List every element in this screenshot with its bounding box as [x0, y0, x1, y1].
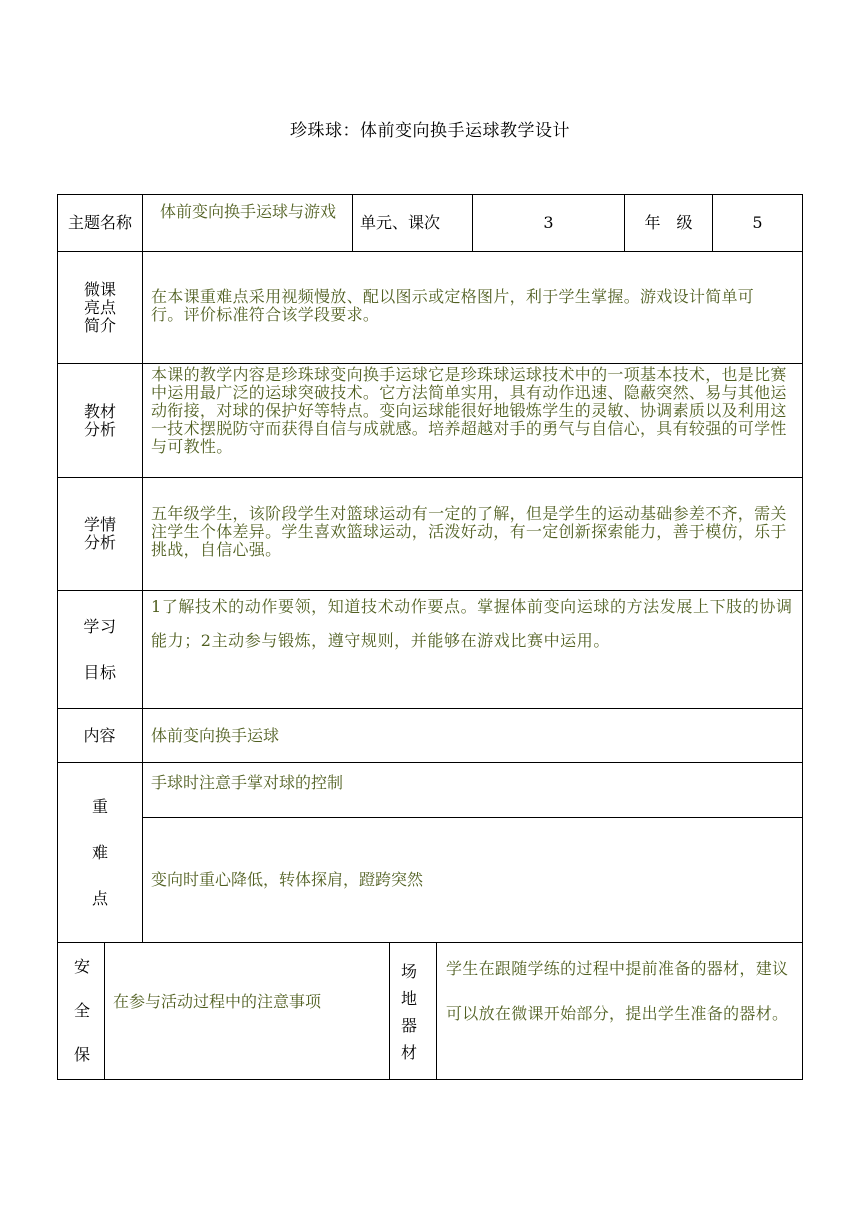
- row-divider: [57, 251, 803, 252]
- safety-text: 在参与活动过程中的注意事项: [113, 992, 322, 1011]
- highlights-label: [79, 252, 121, 363]
- key-points-label: [89, 763, 111, 942]
- material-text: 本课的教学内容是珍珠球变向换手运球它是珍珠球运球技术中的一项基本技术，也是比赛中运用最广泛的运球突破技术。它方法简单实用，具有动作迅速、隐蔽突然、易与其他运动衔接，对球的保护好等特点。变向运球能很好地锻炼学生的灵敏、协调素质以及利用这一技术摆脱防守而获得自信与成就感。培养超越对手的勇气与自信心，具有较强的可学性与可教性。: [151, 365, 787, 456]
- page-title: 珍珠球：体前变向换手运球教学设计: [290, 121, 570, 141]
- highlights-text: 在本课重难点采用视频慢放、配以图示或定格图片，利于学生掌握。游戏设计简单可行。评价标准符合该学段要求。: [151, 287, 755, 324]
- topic-value-text: 体前变向换手运球与游戏: [159, 202, 336, 221]
- grade-value: [713, 194, 802, 251]
- table-border-left: [57, 194, 58, 1080]
- difficult-point-text: 变向时重心降低，转体探肩，蹬跨突然: [151, 870, 424, 889]
- table-border-right: [802, 194, 803, 1080]
- unit-label-text: 单元、课次: [360, 212, 441, 232]
- grade-label: [625, 194, 712, 251]
- highlights-label-text: 微课亮点简介: [83, 279, 116, 335]
- material-label: [79, 364, 121, 477]
- venue-text: 学生在跟随学练的过程中提前准备的器材，建议可以放在微课开始部分，提出学生准备的器材。: [446, 959, 789, 1023]
- content-text: 体前变向换手运球: [151, 726, 280, 745]
- safety-label-text: 安全保: [73, 957, 90, 1064]
- venue-label-text: 场地器材: [400, 962, 417, 1062]
- material-label-text: 教材分析: [83, 401, 116, 439]
- topic-label: [63, 200, 137, 246]
- lesson-design-table: [57, 194, 803, 1080]
- grade-label-text: 年 级: [644, 212, 693, 232]
- venue-label: [398, 956, 420, 1068]
- row-divider: [57, 363, 803, 364]
- topic-value: [153, 202, 343, 246]
- table-border-bottom: [57, 1079, 803, 1080]
- unit-value-text: 3: [543, 212, 554, 232]
- row-divider: [57, 942, 803, 943]
- students-label: [79, 478, 121, 590]
- grade-value-text: 5: [752, 212, 763, 232]
- goals-label-text: 学习目标: [83, 616, 117, 682]
- content-label: [57, 709, 142, 762]
- col-divider: [142, 194, 143, 943]
- content-label-text: 内容: [83, 725, 116, 745]
- goals-text: 1了解技术的动作要领，知道技术动作要点。掌握体前变向运球的方法发展上下肢的协调能力；2主动参与锻炼，遵守规则，并能够在游戏比赛中运用。: [151, 597, 793, 650]
- key-point-text: 手球时注意手掌对球的控制: [151, 773, 344, 792]
- col-divider: [436, 942, 437, 1080]
- unit-value: [473, 194, 624, 251]
- goals-label: [79, 591, 121, 708]
- row-divider: [57, 477, 803, 478]
- col-divider: [104, 942, 105, 1080]
- unit-label: [353, 194, 472, 251]
- students-text: 五年级学生，该阶段学生对篮球运动有一定的了解，但是学生的运动基础参差不齐，需关注学生个体差异。学生喜欢篮球运动，活泼好动，有一定创新探索能力，善于模仿，乐于挑战，自信心强。: [151, 504, 787, 559]
- topic-label-text: 主题名称: [67, 213, 132, 232]
- key-points-label-text: 重难点: [91, 796, 108, 908]
- col-divider: [389, 942, 390, 1080]
- students-label-text: 学情分析: [83, 515, 116, 552]
- safety-label: [71, 946, 93, 1076]
